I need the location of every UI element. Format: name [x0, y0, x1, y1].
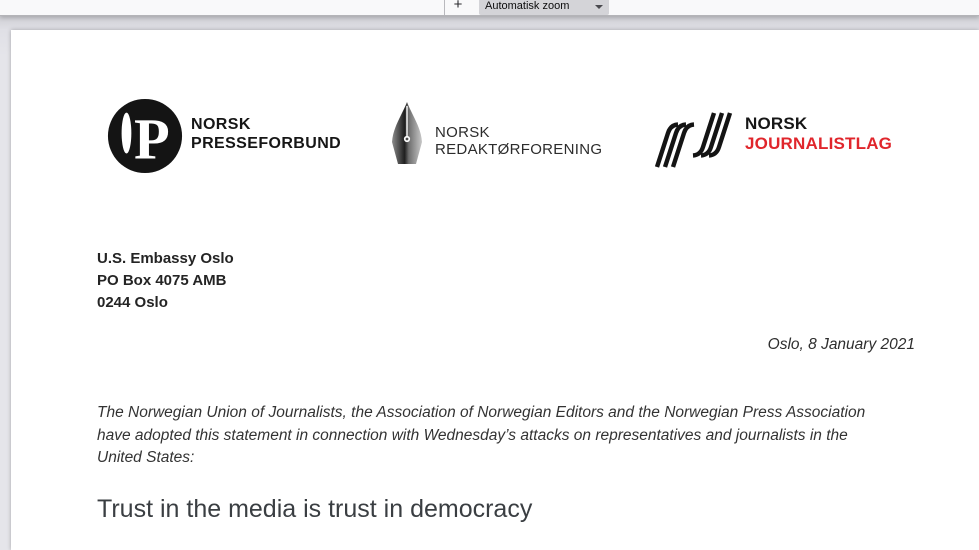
logo-redaktorforening-text — [435, 124, 602, 158]
pdf-toolbar — [0, 0, 979, 16]
logo-journalistlag-text — [745, 114, 892, 154]
logo-norsk-journalistlag — [655, 112, 735, 173]
logo-redaktorforening-line1: NORSK — [435, 124, 490, 141]
p-circle-icon — [106, 97, 184, 175]
pen-nib-icon — [389, 101, 425, 167]
viewer-background — [0, 16, 979, 550]
zoom-level-value: Automatisk zoom — [485, 0, 570, 12]
logo-presseforbund-line1: NORSK — [191, 116, 251, 133]
logo-presseforbund-text — [191, 115, 341, 153]
dateline: Oslo, 8 January 2021 — [767, 336, 915, 353]
letter-heading: Trust in the media is trust in democracy — [97, 495, 533, 523]
recipient-line-2: PO Box 4075 AMB — [97, 272, 227, 289]
svg-text:P: P — [133, 106, 170, 172]
document-page — [11, 30, 979, 550]
recipient-line-3: 0244 Oslo — [97, 294, 168, 311]
logo-redaktorforening-line2: REDAKTØRFORENING — [435, 141, 603, 158]
logo-presseforbund-line2: PRESSEFORBUND — [191, 135, 342, 152]
zoom-level-select[interactable] — [479, 0, 609, 15]
nj-monogram-icon — [655, 112, 735, 168]
recipient-line-1: U.S. Embassy Oslo — [97, 250, 234, 267]
chevron-down-icon — [595, 5, 603, 9]
logo-norsk-presseforbund — [106, 97, 184, 180]
intro-paragraph: The Norwegian Union of Journalists, the Association of Norwegian Editors and the Norwegian Press Association have adopted this statement in connection with Wednesday’s attacks on representatives and journalists in the United States: — [97, 404, 866, 466]
toolbar-divider — [444, 0, 445, 15]
logo-norsk-redaktorforening — [389, 101, 425, 172]
recipient-address — [97, 248, 234, 314]
logo-journalistlag-line1: NORSK — [745, 114, 808, 133]
zoom-in-button[interactable]: + — [449, 0, 467, 14]
logo-journalistlag-line2: JOURNALISTLAG — [745, 134, 893, 153]
